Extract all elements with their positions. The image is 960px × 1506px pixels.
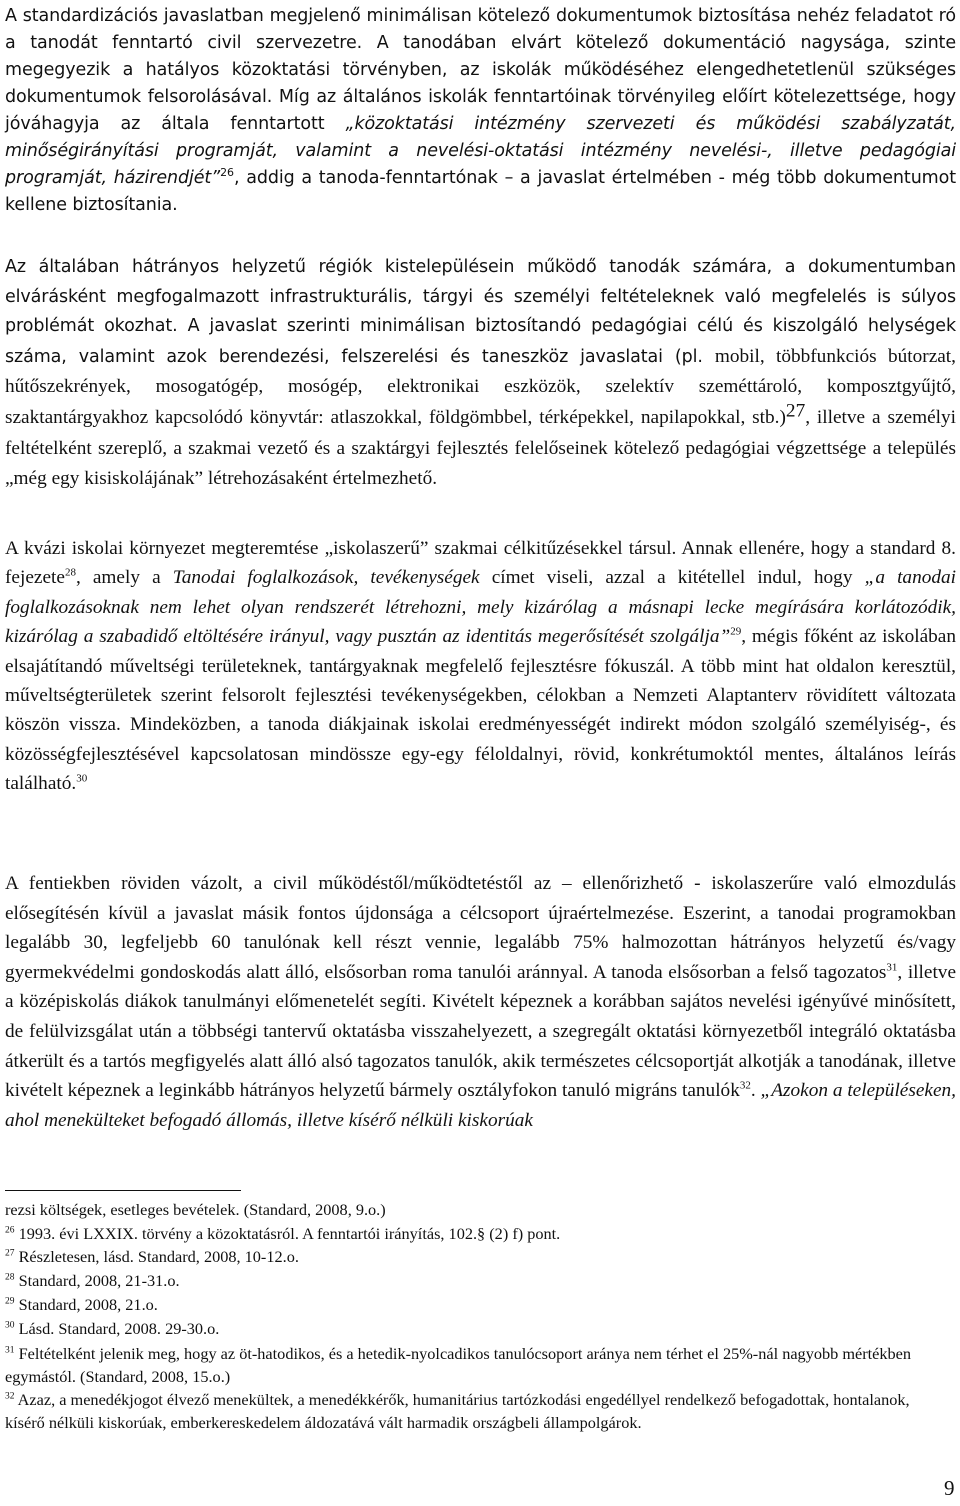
footnote-separator xyxy=(5,1190,241,1191)
p3-text-d: , mégis főként az iskolában elsajátítandó műveltségi területeknek, tantárgyaknak megfelelő fejlesztésre fókuszál. A több mint hat oldalon keresztül, műveltségterületek szerint felsorolt fejlesztési tevékenységekben, célokban a Nemzeti Alaptanterv rövidített változata köszön vissza. Mindeközben, a tanoda diákjainak iskolai eredményességét indirekt módon szolgáló személyiség-, és közösségfejlesztésével kapcsolatosan mindössze egy-egy féloldalnyi, rövid, konkrétumoktól mentes, általános leírás található. xyxy=(5,626,957,795)
footnote-text: Lásd. Standard, 2008. 29-30.o. xyxy=(14,1319,220,1338)
p3-quote: „a tanodai foglalkozásoknak nem lehet olyan rendszerét létrehozni, mely kizárólag a másnapi lecke megírására korlátozódik, kizárólag a szabadidő eltöltésére irányul, vagy pusztán az identitás megerősítését szolgálja” xyxy=(5,567,956,648)
footnote-continuation: rezsi költségek, esetleges bevételek. (Standard, 2008, 9.o.) xyxy=(5,1200,386,1219)
p2-text-c: , illetve a személyi feltételként szereplő, a szakmai vezető és a szaktárgyi fejlesztés felelőseinek kötelező pedagógiai végzettsége a település „még egy kisiskolájának” létrehozásaként értelmezhető. xyxy=(5,406,956,490)
footnote-ref-31[interactable]: 31 xyxy=(886,961,898,974)
paragraph-1 xyxy=(5,3,956,219)
footnote-number: 30 xyxy=(5,1320,15,1331)
p4-text-a: A fentiekben röviden vázolt, a civil működéstől/működtetéstől az – ellenőrizhető - iskolaszerűre való elmozdulás elősegítésén kívül a javaslat másik fontos újdonsága a célcsoport újraértelmezése. Eszerint, a tanodai programokban legalább 30, legfeljebb 60 tanulónak kell részt vennie, legalább 75% halmozottan hátrányos helyzetű és/vagy gyermekvédelmi gondoskodás alatt álló, elsősorban roma tanulói aránnyal. A tanoda elsősorban a felső tagozatos xyxy=(5,873,956,983)
footnote-number: 26 xyxy=(5,1225,15,1236)
footnote-ref-32[interactable]: 32 xyxy=(739,1079,751,1092)
p1-text-b: , addig a tanoda-fenntartónak – a javaslat értelmében - még több dokumentumot kellene biztosítania. xyxy=(5,168,956,215)
footnote-ref-26[interactable]: 26 xyxy=(220,166,234,180)
p3-text-a: A kvázi iskolai környezet megteremtése „iskolaszerű” szakmai célkitűzésekkel társul. Annak ellenére, hogy a standard 8. fejezete xyxy=(5,538,956,589)
p2-text-a: Az általában hátrányos helyzetű régiók kistelepülésein működő tanodák számára, a dokumentumban elvárásként megfogalmazott infrastrukturális, tárgyi és személyi feltételeknek való megfelelés is súlyos problémát okozhat. A javaslat szerinti minimálisan biztosítandó pedagógiai célú és kiszolgáló helységek száma, valamint azok berendezési, felszerelési és taneszköz javaslatai (pl. xyxy=(5,257,956,367)
paragraph-4 xyxy=(5,869,956,1135)
p1-text-a: A standardizációs javaslatban megjelenő minimálisan kötelező dokumentumok biztosítása nehéz feladatot ró a tanodát fenntartó civil szervezetre. A tanodában elvárt kötelező dokumentáció nagysága, szinte megegyezik a hatályos közoktatási törvényben, az iskolák működéséhez elengedhetetlenül szükséges dokumentumok felsorolásával. Míg az általános iskolák fenntartóinak törvényileg előírt kötelezettsége, hogy jóváhagyja az általa fenntartott xyxy=(5,6,956,134)
footnote-28 xyxy=(5,1271,950,1291)
footnote-text: Standard, 2008, 21.o. xyxy=(14,1295,158,1314)
footnote-32 xyxy=(5,1388,950,1434)
p3-chapter-title: Tanodai foglalkozások, tevékenységek xyxy=(172,567,480,589)
footnote-number: 32 xyxy=(5,1391,15,1402)
paragraph-2 xyxy=(5,253,956,495)
p4-text-b: , illetve a középiskolás diákok tanulmányi előmenetelét segíti. Kivételt képeznek a korábban sajátos nevelési igényűvé minősített, de felülvizsgálat után a többségi tantervű oktatásba visszahelyezett, a szegregált oktatási környezetből integráló oktatásba átkerült és a tartós megfigyelés alatt álló alsó tagozatos tanulók, akik természetes célcsoportját alkotják a tanodának, illetve kivételt képeznek a leginkább hátrányos helyzetű bármely osztályfokon tanuló migráns tanulók xyxy=(5,961,957,1102)
footnote-text: Feltételként jelenik meg, hogy az öt-hatodikos, és a hetedik-nyolcadikos tanulócsoport aránya nem térhet el 25%-nál nagyobb mértékben egymástól. (Standard, 2008, 15.o.) xyxy=(5,1344,912,1386)
footnote-text: Részletesen, lásd. Standard, 2008, 10-12.o. xyxy=(14,1247,299,1266)
footnote-30 xyxy=(5,1319,950,1339)
p1-quote: „közoktatási intézmény szervezeti és működési szabályzatát, minőségirányítási programját, valamint a nevelési-oktatási intézmény nevelési-, illetve pedagógiai programját, házirendjét” xyxy=(5,114,956,188)
p4-quote: „Azokon a településeken, ahol menekülteket befogadó állomás, illetve kísérő nélküli kiskorúak xyxy=(5,1080,956,1131)
p4-text-c: . xyxy=(750,1080,761,1102)
footnote-number: 31 xyxy=(5,1345,15,1356)
p2-text-b: mobil, többfunkciós bútorzat, hűtőszekrények, mosogatógép, mosógép, elektronikai eszközök, szelektív szeméttároló, komposztgyűjtő, szaktantárgyakhoz kapcsolódó könyvtár: atlaszokkal, földgömbbel, térképekkel, napilapokkal, stb.) xyxy=(5,345,956,428)
footnote-ref-30[interactable]: 30 xyxy=(76,772,88,785)
footnote-ref-28[interactable]: 28 xyxy=(64,566,76,579)
footnote-number: 29 xyxy=(5,1296,15,1307)
p3-text-c: címet viseli, azzal a kitétellel indul, hogy xyxy=(479,567,865,589)
footnote-text: 1993. évi LXXIX. törvény a közoktatásról. A fenntartói irányítás, 102.§ (2) f) pont. xyxy=(14,1224,561,1243)
footnote-ref-29[interactable]: 29 xyxy=(730,625,742,638)
footnote-text: Standard, 2008, 21-31.o. xyxy=(14,1271,180,1290)
footnote-ref-27[interactable]: 27 xyxy=(785,400,806,422)
footnote-26 xyxy=(5,1224,950,1244)
p3-text-b: , amely a xyxy=(75,567,173,589)
paragraph-3 xyxy=(5,534,956,799)
footnote-27 xyxy=(5,1247,950,1267)
footnote-31 xyxy=(5,1342,950,1388)
footnote-text: Azaz, a menedékjogot élvező menekültek, a menedékkérők, humanitárius tartózkodási engedéllyel rendelkező befogadottak, hontalanok, kísérő nélküli kiskorúak, emberkereskedelem áldozatává vált harmadik országbeli állampolgárok. xyxy=(5,1390,910,1432)
footnote-number: 28 xyxy=(5,1272,15,1283)
footnote-29 xyxy=(5,1295,950,1315)
footnote-number: 27 xyxy=(5,1248,15,1259)
page-number: 9 xyxy=(944,1476,955,1500)
